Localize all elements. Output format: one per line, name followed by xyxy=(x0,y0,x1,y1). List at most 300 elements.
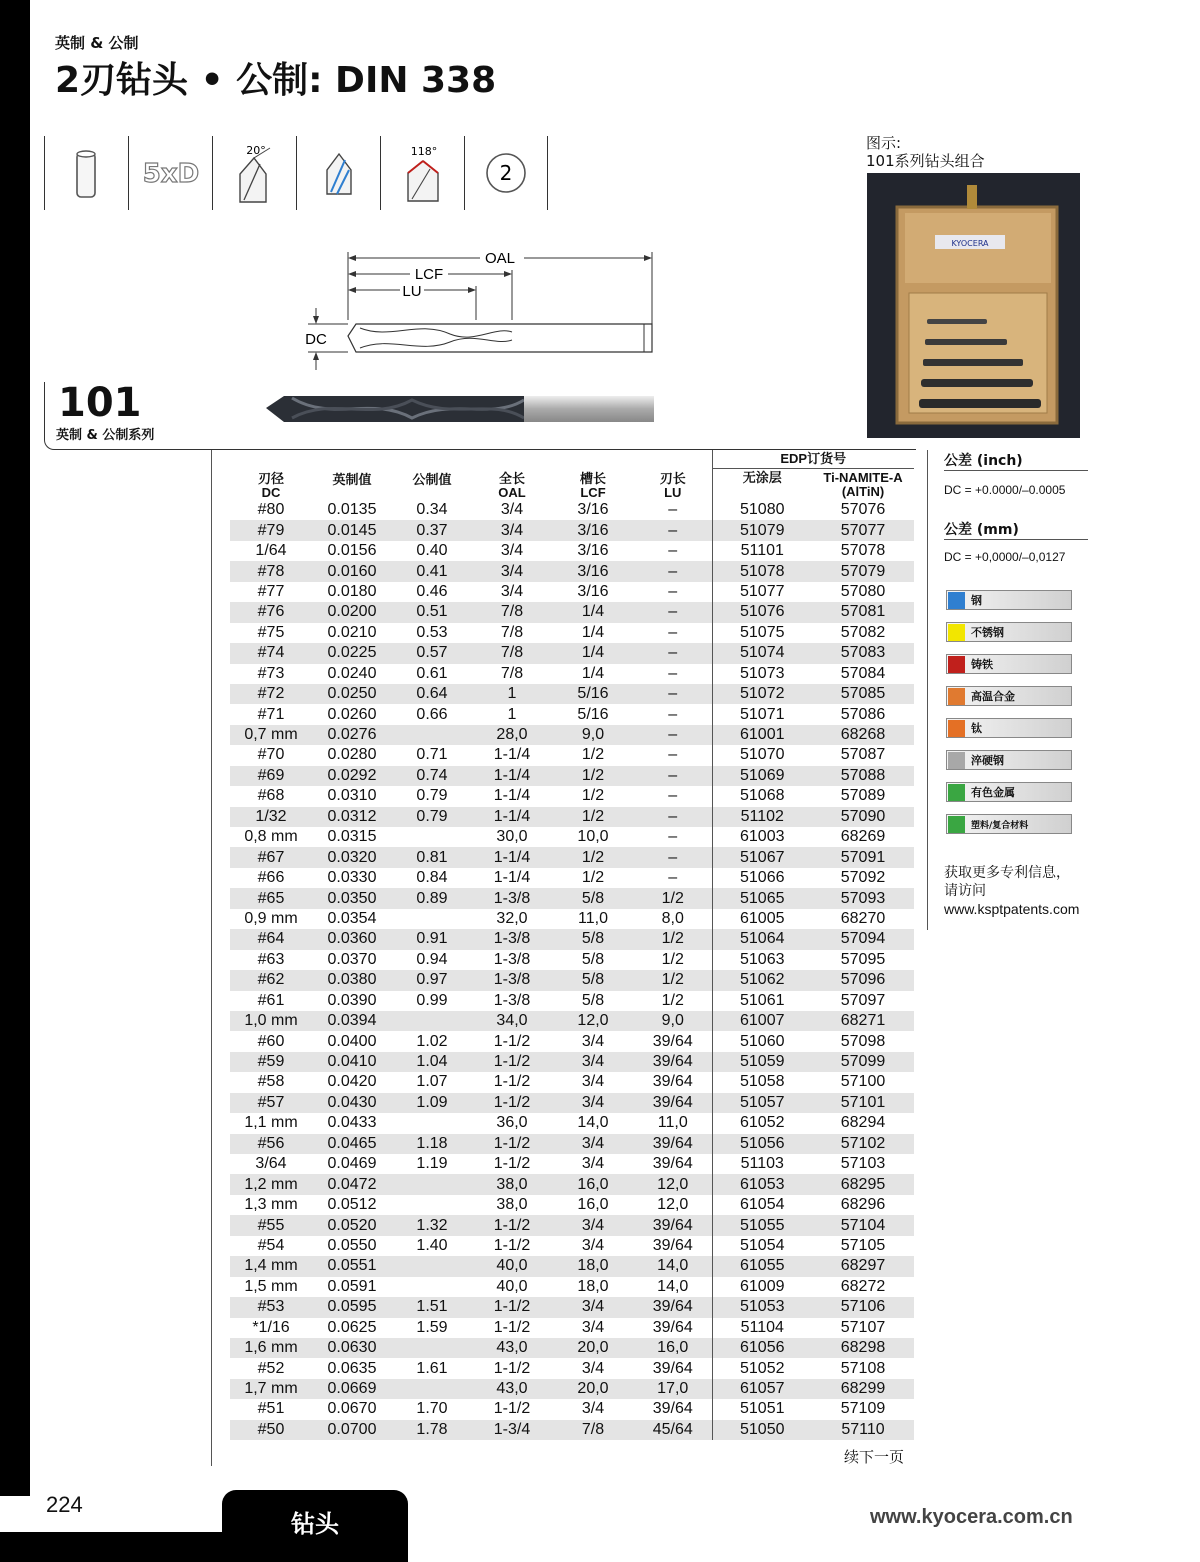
cell-inch: 0.0210 xyxy=(327,623,377,641)
cell-oal: 1-1/2 xyxy=(493,1359,531,1377)
table-row xyxy=(230,1256,914,1276)
table-row xyxy=(230,888,914,908)
cell-edp-coated: 57102 xyxy=(812,1134,914,1154)
cell-oal: 36,0 xyxy=(496,1114,528,1132)
cell-edp-uncoated: 51101 xyxy=(712,541,812,561)
cell-edp-uncoated: 61007 xyxy=(712,1011,812,1031)
cell-oal: 1-1/2 xyxy=(493,1318,531,1336)
cell-lu: 1/2 xyxy=(634,929,712,949)
table-row xyxy=(230,1236,914,1256)
cell-lu: – xyxy=(668,828,678,846)
cell-dc: 1,1 mm xyxy=(244,1114,298,1132)
cell-edp-coated: 57089 xyxy=(840,787,886,805)
cell-inch: 0.0250 xyxy=(312,684,392,704)
cell-edp-uncoated: 51060 xyxy=(712,1031,812,1051)
material-item xyxy=(946,750,1072,770)
cell-dc: #60 xyxy=(257,1032,285,1050)
cell-edp-uncoated: 51051 xyxy=(712,1399,812,1419)
cell-oal: 1-1/4 xyxy=(472,766,552,786)
cell-lcf: 3/4 xyxy=(581,1155,605,1173)
cell-lu: 45/64 xyxy=(634,1420,712,1440)
cell-edp-coated: 57101 xyxy=(812,1093,914,1113)
cell-dc: 3/64 xyxy=(255,1155,287,1173)
cell-edp-coated: 57078 xyxy=(840,542,886,560)
cell-edp-coated: 68269 xyxy=(840,828,886,846)
cell-lu: 39/64 xyxy=(652,1236,693,1254)
cell-edp-coated: 68270 xyxy=(840,909,886,927)
cell-dc: #71 xyxy=(257,705,285,723)
cell-edp-coated: 57095 xyxy=(840,950,886,968)
cell-lcf: 1/4 xyxy=(581,664,605,682)
cell-metric: 0.79 xyxy=(416,787,448,805)
table-row xyxy=(230,745,914,765)
cell-dc: #70 xyxy=(257,746,285,764)
cell-edp-coated: 57098 xyxy=(840,1032,886,1050)
cell-inch: 0.0310 xyxy=(327,787,377,805)
svg-text:KYOCERA: KYOCERA xyxy=(951,239,989,248)
table-row xyxy=(230,847,914,867)
col-header-edp: EDP订货号 xyxy=(712,450,914,468)
cell-inch: 0.0394 xyxy=(312,1011,392,1031)
cell-dc: #61 xyxy=(257,991,285,1009)
cell-dc: 1/32 xyxy=(230,807,312,827)
material-swatch xyxy=(948,816,965,833)
series-number: 101 xyxy=(58,380,142,426)
cell-lcf: 20,0 xyxy=(552,1379,634,1399)
cell-dc: #78 xyxy=(230,561,312,581)
cell-oal: 1-1/2 xyxy=(472,1093,552,1113)
cell-lu: – xyxy=(634,561,712,581)
cell-dc: #58 xyxy=(257,1073,285,1091)
cell-edp-coated: 57092 xyxy=(840,869,886,887)
cell-inch: 0.0433 xyxy=(327,1114,377,1132)
series-label: 英制 & 公制系列 xyxy=(56,428,155,443)
cell-dc: #55 xyxy=(230,1215,312,1235)
cell-metric: 0.66 xyxy=(416,705,448,723)
cell-metric xyxy=(392,1011,472,1031)
table-row xyxy=(230,561,914,581)
cell-edp-coated: 57096 xyxy=(812,970,914,990)
divider xyxy=(944,470,1088,471)
table-row xyxy=(230,520,914,540)
svg-text:5xD: 5xD xyxy=(142,159,199,189)
cell-dc: 0,9 mm xyxy=(244,909,298,927)
table-row xyxy=(230,664,914,684)
divider xyxy=(944,539,1088,540)
col-header-metric: 公制值 xyxy=(412,472,452,487)
cell-metric: 0.53 xyxy=(416,623,448,641)
cell-metric xyxy=(392,1113,472,1133)
cell-dc: #74 xyxy=(230,643,312,663)
table-row xyxy=(230,1031,914,1051)
cell-lcf: 5/8 xyxy=(552,970,634,990)
cell-lu: – xyxy=(668,582,678,600)
cell-oal: 3/4 xyxy=(472,561,552,581)
cell-oal: 7/8 xyxy=(500,664,524,682)
product-table xyxy=(230,450,914,1440)
table-row xyxy=(230,766,914,786)
page-title: 2刃钻头 • 公制: DIN 338 xyxy=(55,60,497,101)
cell-lu: 12,0 xyxy=(657,1196,689,1214)
cell-edp-uncoated: 51075 xyxy=(712,623,812,643)
cell-edp-uncoated: 61057 xyxy=(712,1379,812,1399)
cell-inch: 0.0635 xyxy=(327,1359,377,1377)
cell-inch: 0.0276 xyxy=(312,725,392,745)
cell-edp-uncoated: 51063 xyxy=(712,950,812,970)
cell-edp-uncoated: 51073 xyxy=(712,664,812,684)
cell-oal: 3/4 xyxy=(500,582,524,600)
table-row xyxy=(230,602,914,622)
cell-edp-uncoated: 51080 xyxy=(712,500,812,520)
cell-lcf: 14,0 xyxy=(577,1114,609,1132)
cell-oal: 1-3/8 xyxy=(493,950,531,968)
cell-edp-coated: 57097 xyxy=(840,991,886,1009)
cell-edp-coated: 57110 xyxy=(812,1420,914,1440)
cell-oal: 3/4 xyxy=(500,501,524,519)
cell-metric: 1.78 xyxy=(392,1420,472,1440)
cell-lu: 39/64 xyxy=(634,1297,712,1317)
cell-oal: 1-1/4 xyxy=(493,869,531,887)
cell-edp-uncoated: 51067 xyxy=(712,847,812,867)
cell-metric: 0.99 xyxy=(416,991,448,1009)
cell-inch: 0.0135 xyxy=(327,501,377,519)
cell-metric: 0.81 xyxy=(392,847,472,867)
cell-dc: 0,8 mm xyxy=(244,828,298,846)
cell-edp-uncoated: 51078 xyxy=(712,561,812,581)
cell-lu: 39/64 xyxy=(652,1032,693,1050)
cell-lu: – xyxy=(634,684,712,704)
cell-oal: 1 xyxy=(472,684,552,704)
table-row xyxy=(230,684,914,704)
cell-metric: 0.64 xyxy=(392,684,472,704)
cell-metric: 0.79 xyxy=(392,807,472,827)
cell-lcf: 3/4 xyxy=(581,1073,605,1091)
dimension-drawing xyxy=(300,248,660,378)
cell-oal: 1-1/2 xyxy=(493,1236,531,1254)
cell-edp-uncoated: 51056 xyxy=(712,1134,812,1154)
cell-lcf: 1/4 xyxy=(552,602,634,622)
cell-edp-uncoated: 61005 xyxy=(712,909,812,929)
cell-dc: 1,4 mm xyxy=(230,1256,312,1276)
cell-metric: 0.91 xyxy=(392,929,472,949)
cell-metric xyxy=(392,1195,472,1215)
cell-dc: #75 xyxy=(257,623,285,641)
material-swatch xyxy=(948,624,965,641)
website-link[interactable]: www.kyocera.com.cn xyxy=(870,1506,1073,1528)
cell-lu: 39/64 xyxy=(652,1359,693,1377)
cell-lcf: 1/2 xyxy=(552,847,634,867)
material-item xyxy=(946,686,1072,706)
cell-edp-uncoated: 51072 xyxy=(712,684,812,704)
cell-metric: 0.97 xyxy=(392,970,472,990)
table-row xyxy=(230,623,914,643)
cell-lcf: 5/16 xyxy=(552,684,634,704)
cell-metric: 0.94 xyxy=(416,950,448,968)
cell-oal: 1-3/8 xyxy=(472,970,552,990)
cell-oal: 7/8 xyxy=(500,623,524,641)
cell-edp-uncoated: 51077 xyxy=(712,582,812,602)
cell-edp-coated: 57099 xyxy=(812,1052,914,1072)
cell-oal: 30,0 xyxy=(496,828,528,846)
cell-lcf: 3/4 xyxy=(581,1318,605,1336)
cell-lcf: 18,0 xyxy=(577,1277,609,1295)
cell-lcf: 1/4 xyxy=(581,623,605,641)
cell-edp-uncoated: 51055 xyxy=(712,1215,812,1235)
cell-inch: 0.0370 xyxy=(327,950,377,968)
cell-metric xyxy=(392,909,472,929)
cell-lcf: 3/4 xyxy=(552,1134,634,1154)
cell-inch: 0.0625 xyxy=(327,1318,377,1336)
cell-metric: 0.74 xyxy=(392,766,472,786)
cell-inch: 0.0350 xyxy=(312,888,392,908)
cell-dc: #64 xyxy=(230,929,312,949)
cell-inch: 0.0700 xyxy=(312,1420,392,1440)
cell-oal: 1 xyxy=(507,705,517,723)
cell-edp-uncoated: 51070 xyxy=(712,745,812,765)
material-item xyxy=(946,622,1072,642)
material-label: 淬硬钢 xyxy=(971,754,1004,767)
cell-lu: – xyxy=(634,520,712,540)
table-row xyxy=(230,868,914,888)
cell-dc: 1,5 mm xyxy=(244,1277,298,1295)
table-row xyxy=(230,1338,914,1358)
cell-dc: #65 xyxy=(230,888,312,908)
cell-edp-uncoated: 51074 xyxy=(712,643,812,663)
cell-lu: 1/2 xyxy=(661,991,684,1009)
cell-oal: 1-1/2 xyxy=(493,1032,531,1050)
cell-oal: 1-3/8 xyxy=(493,991,531,1009)
cell-inch: 0.0670 xyxy=(327,1400,377,1418)
cell-inch: 0.0669 xyxy=(312,1379,392,1399)
material-item xyxy=(946,718,1072,738)
cell-lu: – xyxy=(668,623,678,641)
cell-metric xyxy=(392,1338,472,1358)
cell-edp-uncoated: 51071 xyxy=(712,704,812,724)
cell-dc: #73 xyxy=(257,664,285,682)
patent-info: 获取更多专利信息， 请访问 www.ksptpatents.com xyxy=(944,865,1080,917)
cell-lu: 1/2 xyxy=(661,950,684,968)
table-row xyxy=(230,1134,914,1154)
cell-edp-uncoated: 51079 xyxy=(712,520,812,540)
cell-lu: – xyxy=(668,705,678,723)
cell-edp-uncoated: 51058 xyxy=(712,1072,812,1092)
cell-edp-uncoated: 51050 xyxy=(712,1420,812,1440)
cell-metric: 1.40 xyxy=(416,1236,448,1254)
cell-lu: – xyxy=(668,746,678,764)
cell-lu: 14,0 xyxy=(634,1256,712,1276)
cell-edp-coated: 57094 xyxy=(812,929,914,949)
cell-inch: 0.0145 xyxy=(312,520,392,540)
col-header-oal: 全长 OAL xyxy=(498,471,526,500)
cell-dc: 1,0 mm xyxy=(230,1011,312,1031)
cell-metric: 0.37 xyxy=(392,520,472,540)
cell-edp-coated: 68298 xyxy=(812,1338,914,1358)
svg-text:LU: LU xyxy=(402,283,422,300)
cell-lcf: 3/4 xyxy=(581,1236,605,1254)
cell-edp-uncoated: 51102 xyxy=(712,807,812,827)
cell-lu: – xyxy=(668,787,678,805)
cell-inch: 0.0180 xyxy=(327,582,377,600)
cell-edp-coated: 68268 xyxy=(812,725,914,745)
cell-edp-coated: 57106 xyxy=(812,1297,914,1317)
cell-metric: 0.57 xyxy=(392,643,472,663)
cell-metric: 0.89 xyxy=(392,888,472,908)
cell-oal: 1-1/4 xyxy=(472,847,552,867)
table-row xyxy=(230,1277,914,1297)
cell-inch: 0.0312 xyxy=(312,807,392,827)
cell-oal: 1-1/4 xyxy=(493,787,531,805)
cell-lcf: 3/4 xyxy=(581,1400,605,1418)
cell-oal: 1-1/2 xyxy=(472,1297,552,1317)
section-tab: 钻头 xyxy=(222,1490,408,1562)
cell-inch: 0.0420 xyxy=(327,1073,377,1091)
cell-edp-coated: 68299 xyxy=(812,1379,914,1399)
cell-dc: #80 xyxy=(257,501,285,519)
table-row xyxy=(230,582,914,602)
cell-metric xyxy=(392,1256,472,1276)
cell-lcf: 1/2 xyxy=(552,807,634,827)
cell-lu: 16,0 xyxy=(634,1338,712,1358)
cell-metric: 0.51 xyxy=(392,602,472,622)
sidebar-rule xyxy=(927,450,928,930)
cell-lu: 1/2 xyxy=(634,888,712,908)
cell-edp-uncoated: 51104 xyxy=(712,1318,812,1338)
cell-dc: 1,2 mm xyxy=(230,1174,312,1194)
cell-lu: 14,0 xyxy=(657,1277,689,1295)
material-label: 铸铁 xyxy=(971,658,993,671)
cell-lcf: 3/16 xyxy=(577,582,609,600)
cell-lu: 39/64 xyxy=(634,1134,712,1154)
table-row xyxy=(230,1399,914,1419)
cell-inch: 0.0430 xyxy=(312,1093,392,1113)
cell-lu: 17,0 xyxy=(634,1379,712,1399)
cell-metric: 1.61 xyxy=(416,1359,448,1377)
cell-metric: 1.59 xyxy=(416,1318,448,1336)
cell-inch: 0.0292 xyxy=(312,766,392,786)
footer-corner xyxy=(0,1532,222,1562)
cell-lu: – xyxy=(634,643,712,663)
cell-oal: 1-1/2 xyxy=(493,1155,531,1173)
cell-edp-uncoated: 61009 xyxy=(712,1277,812,1297)
cell-inch: 0.0472 xyxy=(312,1174,392,1194)
cell-inch: 0.0260 xyxy=(327,705,377,723)
cell-edp-uncoated: 51053 xyxy=(712,1297,812,1317)
cell-lcf: 5/8 xyxy=(552,929,634,949)
cell-inch: 0.0591 xyxy=(327,1277,377,1295)
material-item xyxy=(946,654,1072,674)
cell-edp-uncoated: 51057 xyxy=(712,1093,812,1113)
cell-inch: 0.0465 xyxy=(312,1134,392,1154)
cell-dc: #79 xyxy=(230,520,312,540)
material-swatch xyxy=(948,720,965,737)
cell-edp-coated: 57090 xyxy=(812,807,914,827)
cell-lcf: 3/16 xyxy=(577,542,609,560)
cell-inch: 0.0315 xyxy=(327,828,377,846)
table-row xyxy=(230,1215,914,1235)
cell-edp-coated: 68297 xyxy=(812,1256,914,1276)
svg-text:LCF: LCF xyxy=(414,266,444,283)
patent-link[interactable]: www.ksptpatents.com xyxy=(944,901,1080,917)
cell-lu: – xyxy=(634,847,712,867)
cell-lcf: 3/4 xyxy=(552,1052,634,1072)
material-label: 不锈钢 xyxy=(971,626,1004,639)
table-row xyxy=(230,1318,914,1338)
cylinder-shank-icon xyxy=(44,136,128,210)
cell-lcf: 20,0 xyxy=(552,1338,634,1358)
material-swatch xyxy=(948,784,965,801)
cell-lu: 39/64 xyxy=(634,1052,712,1072)
cell-edp-uncoated: 51054 xyxy=(712,1236,812,1256)
cell-dc: #66 xyxy=(257,869,285,887)
cell-oal: 43,0 xyxy=(472,1338,552,1358)
cell-oal: 40,0 xyxy=(496,1277,528,1295)
cell-lcf: 3/16 xyxy=(577,501,609,519)
table-row xyxy=(230,1093,914,1113)
material-swatch xyxy=(948,752,965,769)
cell-edp-coated: 57087 xyxy=(840,746,886,764)
cell-lcf: 18,0 xyxy=(552,1256,634,1276)
material-swatch xyxy=(948,656,965,673)
material-label: 高温合金 xyxy=(971,690,1015,703)
cell-lcf: 1/2 xyxy=(581,787,605,805)
cell-lcf: 3/4 xyxy=(552,1093,634,1113)
cell-inch: 0.0160 xyxy=(312,561,392,581)
table-row xyxy=(230,1072,914,1092)
cell-metric: 1.07 xyxy=(416,1073,448,1091)
cell-lu: 39/64 xyxy=(652,1155,693,1173)
cell-metric: 1.18 xyxy=(392,1134,472,1154)
cell-inch: 0.0330 xyxy=(327,869,377,887)
cell-edp-coated: 57079 xyxy=(812,561,914,581)
col-header-dc: 刃径 DC xyxy=(257,471,284,500)
cell-metric: 1.02 xyxy=(416,1032,448,1050)
cell-dc: *1/16 xyxy=(252,1318,290,1336)
cell-dc: #76 xyxy=(230,602,312,622)
cell-lcf: 16,0 xyxy=(552,1174,634,1194)
cell-metric xyxy=(392,1277,472,1297)
material-label: 钢 xyxy=(971,594,982,607)
cell-metric: 0.40 xyxy=(416,542,448,560)
cell-lcf: 5/8 xyxy=(581,991,605,1009)
material-swatch xyxy=(948,592,965,609)
material-item xyxy=(946,814,1072,834)
cell-edp-uncoated: 51103 xyxy=(712,1154,812,1174)
cell-edp-coated: 57104 xyxy=(812,1215,914,1235)
page-number: 224 xyxy=(46,1492,83,1517)
cell-edp-uncoated: 51062 xyxy=(712,970,812,990)
cell-dc: #63 xyxy=(257,950,285,968)
cell-edp-coated: 57091 xyxy=(812,847,914,867)
cell-lcf: 11,0 xyxy=(578,909,608,927)
cell-edp-coated: 57080 xyxy=(840,582,886,600)
tolerance-mm-value: DC = +0,0000/–0,0127 xyxy=(944,550,1066,564)
table-row xyxy=(230,1420,914,1440)
svg-text:DC: DC xyxy=(305,331,327,348)
cell-lu: – xyxy=(634,725,712,745)
cell-oal: 1-1/2 xyxy=(493,1400,531,1418)
cell-lcf: 1/4 xyxy=(552,643,634,663)
table-row xyxy=(230,1195,914,1215)
cell-inch: 0.0400 xyxy=(327,1032,377,1050)
cell-edp-coated: 68271 xyxy=(812,1011,914,1031)
cell-dc: #59 xyxy=(230,1052,312,1072)
cell-metric: 1.32 xyxy=(392,1215,472,1235)
cell-dc: 1,3 mm xyxy=(244,1196,298,1214)
cell-lu: – xyxy=(668,664,678,682)
cell-edp-uncoated: 51069 xyxy=(712,766,812,786)
cell-oal: 1-3/8 xyxy=(472,929,552,949)
cell-dc: 1,7 mm xyxy=(230,1379,312,1399)
